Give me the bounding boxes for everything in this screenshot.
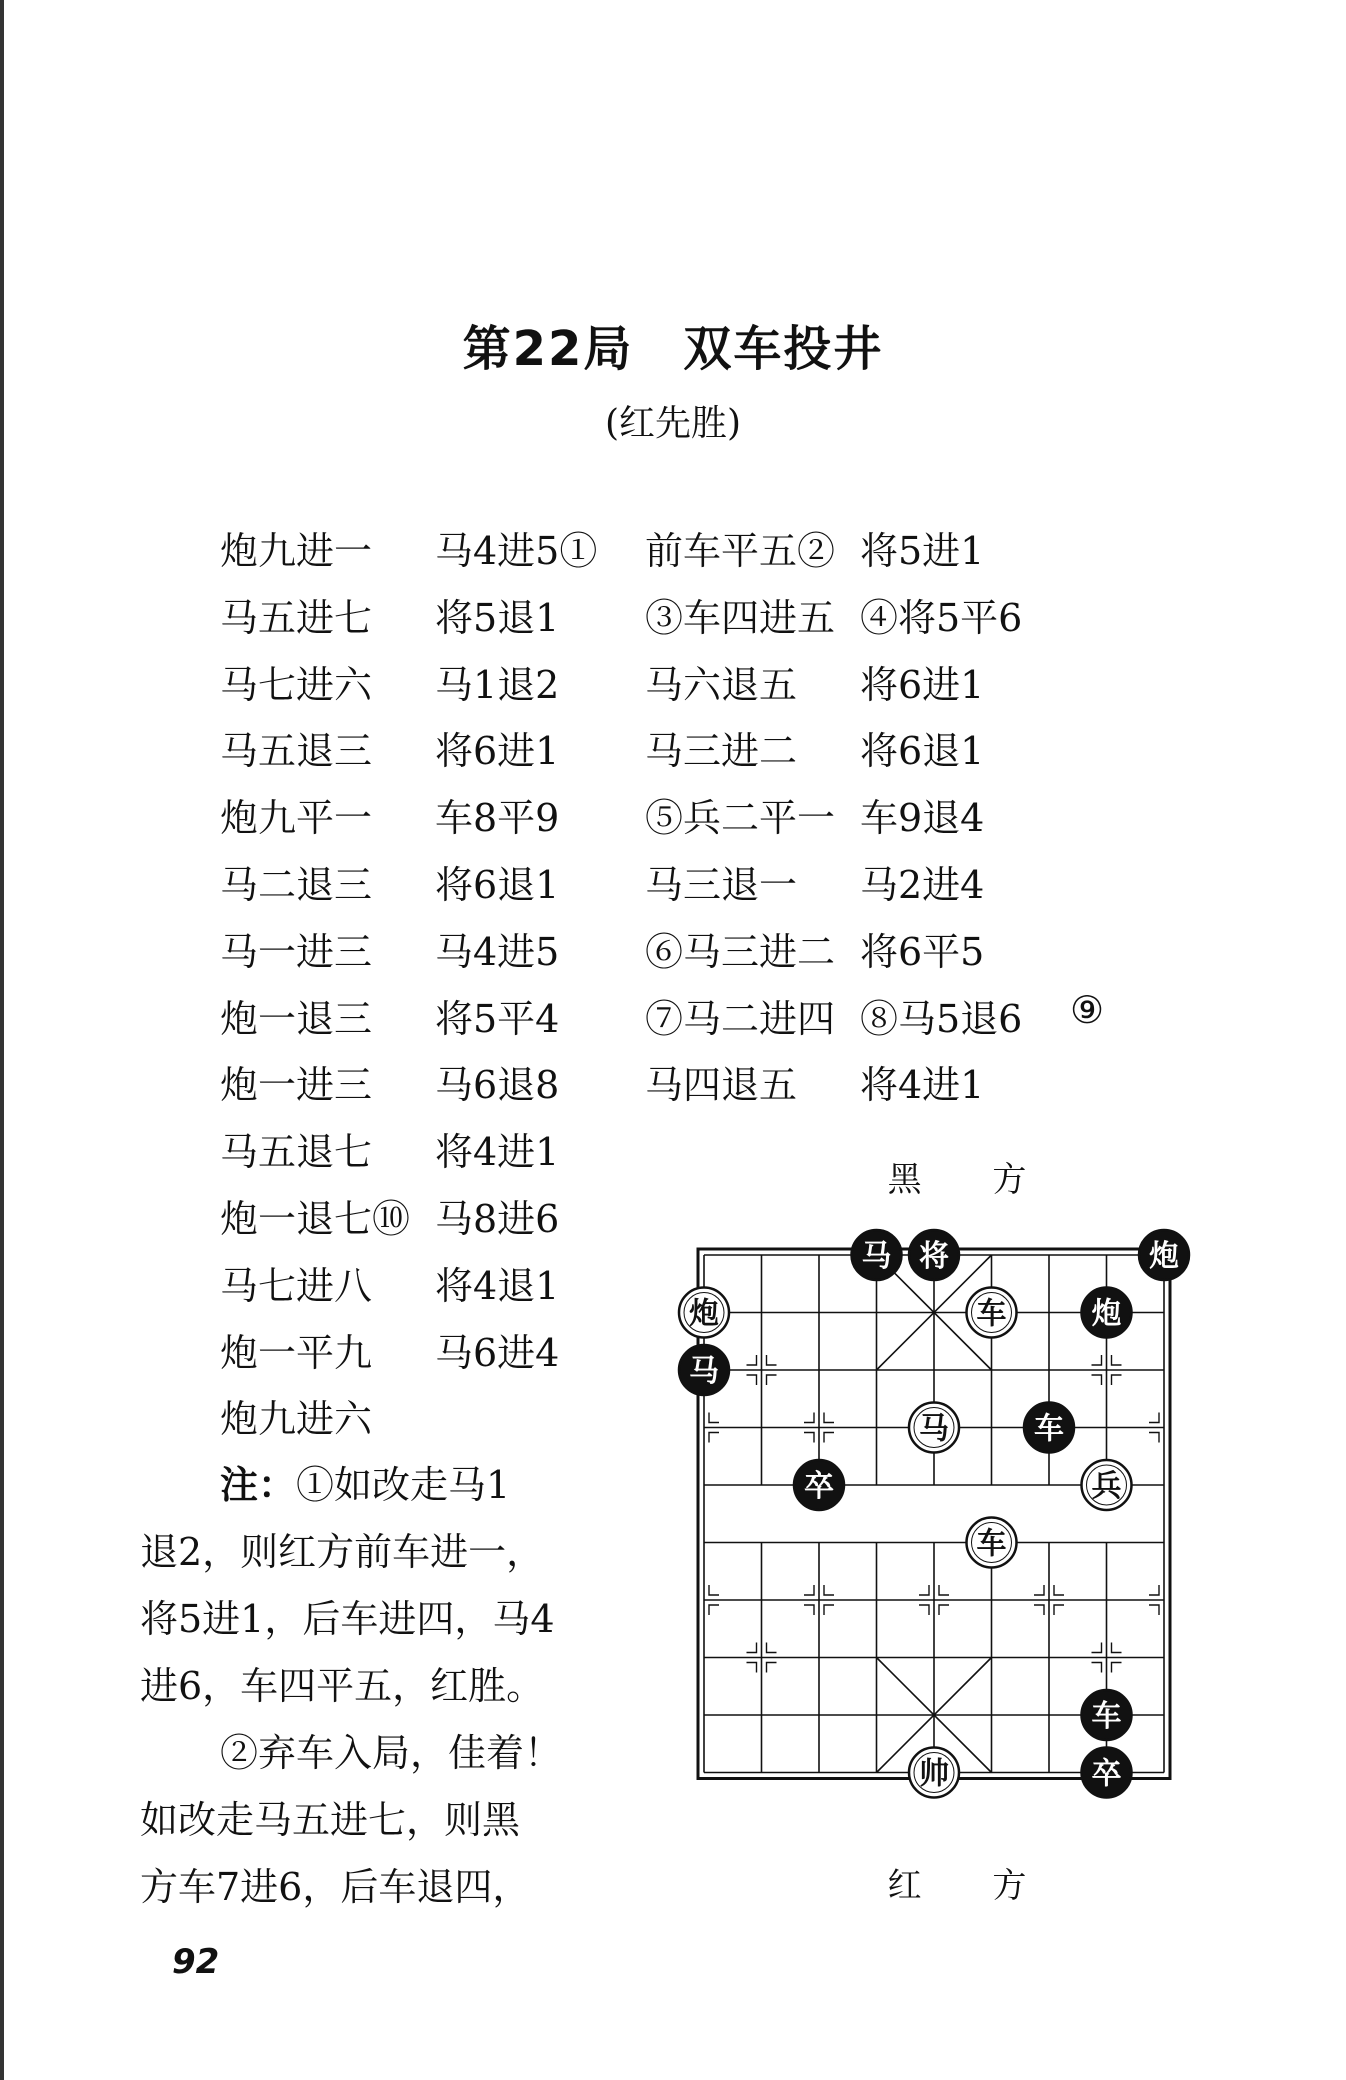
- board-top-label: 黑 方: [887, 1160, 1057, 1200]
- move-cell: ③车四进五: [645, 595, 836, 640]
- position-marker: [767, 1355, 777, 1365]
- move-cell: 马三进二: [645, 729, 798, 774]
- piece-label: 马: [689, 1354, 719, 1389]
- piece-black: [1139, 1230, 1189, 1280]
- piece-label: 车: [1091, 1699, 1122, 1734]
- piece-black: [794, 1460, 844, 1510]
- move-cell: 马七进八: [220, 1263, 373, 1308]
- position-marker: [709, 1605, 719, 1615]
- move-cell: ⑤兵二平一: [645, 796, 836, 841]
- position-marker: [824, 1413, 834, 1423]
- move-cell: 将4进1: [435, 1130, 560, 1175]
- note-1-line-4: 进6，车四平五，红胜。: [140, 1664, 545, 1708]
- note-1-line-1: 注：①如改走马1: [220, 1463, 511, 1507]
- position-marker: [1149, 1433, 1159, 1443]
- move-cell: 马6进4: [435, 1330, 560, 1375]
- piece-black: [1082, 1690, 1132, 1740]
- move-cell: 马四退五: [645, 1063, 798, 1108]
- position-marker: [804, 1413, 814, 1423]
- piece-label: 车: [976, 1526, 1007, 1562]
- piece-black: [1082, 1288, 1132, 1338]
- piece-label: 炮: [1149, 1239, 1179, 1274]
- position-marker: [1054, 1605, 1064, 1615]
- note-2-line-2: 如改走马五进七，则黑: [140, 1798, 521, 1842]
- position-marker: [919, 1585, 929, 1595]
- position-marker: [804, 1585, 814, 1595]
- piece-label: 卒: [1091, 1756, 1122, 1792]
- position-marker: [1149, 1605, 1159, 1615]
- move-cell: 马三退一: [645, 863, 798, 907]
- position-marker: [939, 1605, 949, 1615]
- move-cell: 马七进六: [220, 662, 373, 707]
- piece-label: 将: [919, 1239, 949, 1274]
- piece-label: 兵: [1091, 1469, 1122, 1504]
- move-cell: 将4退1: [435, 1263, 560, 1308]
- piece-label: 卒: [804, 1469, 834, 1504]
- piece-label: 炮: [1091, 1296, 1122, 1332]
- note-2-line-1: ②弃车入局，佳着！: [220, 1731, 563, 1775]
- piece-label: 帅: [919, 1756, 949, 1792]
- move-cell: 前车平五②: [645, 529, 836, 573]
- position-marker: [1149, 1413, 1159, 1423]
- move-cell: 马五进七: [220, 595, 373, 640]
- position-marker: [824, 1585, 834, 1595]
- move-cell: 车9退4: [860, 796, 985, 841]
- move-cell: 将6进1: [860, 662, 985, 707]
- position-marker: [1149, 1585, 1159, 1595]
- move-cell: 将4进1: [860, 1063, 985, 1108]
- position-marker: [1112, 1355, 1122, 1365]
- position-marker: [709, 1413, 719, 1423]
- position-marker: [1054, 1585, 1064, 1595]
- piece-red: [679, 1288, 729, 1338]
- game-name: 双车投井: [683, 321, 884, 377]
- move-cell: 炮一进三: [220, 1063, 373, 1108]
- position-marker: [804, 1433, 814, 1443]
- move-cell: 马五退三: [220, 729, 373, 774]
- position-marker: [747, 1663, 757, 1673]
- move-cell: 马4进5①: [435, 529, 598, 573]
- move-cell: 马8进6: [435, 1197, 560, 1241]
- position-marker: [709, 1433, 719, 1443]
- position-marker: [804, 1605, 814, 1615]
- move-cell: 炮一平九: [220, 1330, 373, 1375]
- piece-label: 炮: [689, 1296, 719, 1332]
- piece-black: [852, 1230, 902, 1280]
- move-cell: 将5退1: [435, 595, 560, 640]
- move-cell: ⑧马5退6: [860, 996, 1023, 1041]
- piece-red: [909, 1403, 959, 1453]
- piece-black: [1082, 1748, 1132, 1798]
- move-cell: 将6平5: [860, 929, 985, 974]
- position-marker: [1112, 1663, 1122, 1673]
- move-cell: 将6退1: [435, 863, 560, 907]
- position-marker: [747, 1375, 757, 1385]
- board-bottom-label: 红 方: [887, 1866, 1057, 1906]
- piece-label: 车: [976, 1296, 1007, 1332]
- position-marker: [824, 1433, 834, 1443]
- position-marker: [747, 1355, 757, 1365]
- piece-black: [909, 1230, 959, 1280]
- move-cell: 马4进5: [435, 929, 560, 974]
- move-cell: ⑥马三进二: [645, 929, 836, 974]
- game-subtitle: (红先胜): [604, 403, 742, 444]
- note-2-line-3: 方车7进6，后车退四，: [140, 1865, 531, 1909]
- piece-label: 马: [861, 1239, 892, 1274]
- move-cell: 马五退七: [220, 1130, 373, 1175]
- game-number: 第22局: [462, 321, 634, 377]
- piece-label: 马: [919, 1411, 949, 1447]
- move-cell: 马2进4: [860, 863, 985, 907]
- move-cell: 炮九进一: [220, 529, 373, 573]
- page-number: 92: [172, 1942, 220, 1982]
- move-cell: 炮一退七⑩: [220, 1197, 411, 1241]
- move-cell: 马二退三: [220, 863, 373, 907]
- move-cell: 将5进1: [860, 529, 985, 573]
- position-marker: [1092, 1375, 1102, 1385]
- move-cell: 炮九进六: [220, 1397, 373, 1442]
- position-marker: [1034, 1605, 1044, 1615]
- piece-label: 车: [1034, 1411, 1064, 1447]
- move-cell: 将6进1: [435, 729, 560, 774]
- piece-black: [679, 1345, 729, 1395]
- piece-red: [967, 1518, 1017, 1568]
- move-cell: 马一进三: [220, 929, 373, 974]
- move-cell: 将5平4: [435, 996, 560, 1041]
- move-cell: ④将5平6: [860, 595, 1023, 640]
- piece-red: [909, 1748, 959, 1798]
- piece-red: [967, 1288, 1017, 1338]
- move-cell: 将6退1: [860, 729, 985, 774]
- piece-red: [1082, 1460, 1132, 1510]
- position-marker: [1034, 1585, 1044, 1595]
- position-marker: [709, 1585, 719, 1595]
- note-1-line-2: 退2，则红方前车进一，: [140, 1530, 545, 1574]
- piece-black: [1024, 1403, 1074, 1453]
- move-cell: 车8平9: [435, 796, 560, 841]
- position-marker: [939, 1585, 949, 1595]
- move-cell: 炮一退三: [220, 996, 373, 1041]
- notes-label: 注：: [220, 1463, 297, 1507]
- position-marker: [1092, 1355, 1102, 1365]
- position-marker: [767, 1643, 777, 1653]
- position-marker: [767, 1663, 777, 1673]
- position-marker: [1112, 1375, 1122, 1385]
- move-cell: 马六退五: [645, 662, 798, 707]
- move-cell: 马6退8: [435, 1063, 560, 1108]
- position-marker: [767, 1375, 777, 1385]
- position-marker: [824, 1605, 834, 1615]
- position-marker: [919, 1605, 929, 1615]
- note-1-line-3: 将5进1，后车进四，马4: [140, 1597, 555, 1641]
- position-marker: [1092, 1663, 1102, 1673]
- move-cell: ⑨: [1070, 987, 1105, 1032]
- move-cell: 炮九平一: [220, 796, 373, 841]
- position-marker: [1112, 1643, 1122, 1653]
- move-cell: ⑦马二进四: [645, 996, 836, 1041]
- position-marker: [747, 1643, 757, 1653]
- move-cell: 马1退2: [435, 662, 560, 707]
- position-marker: [1092, 1643, 1102, 1653]
